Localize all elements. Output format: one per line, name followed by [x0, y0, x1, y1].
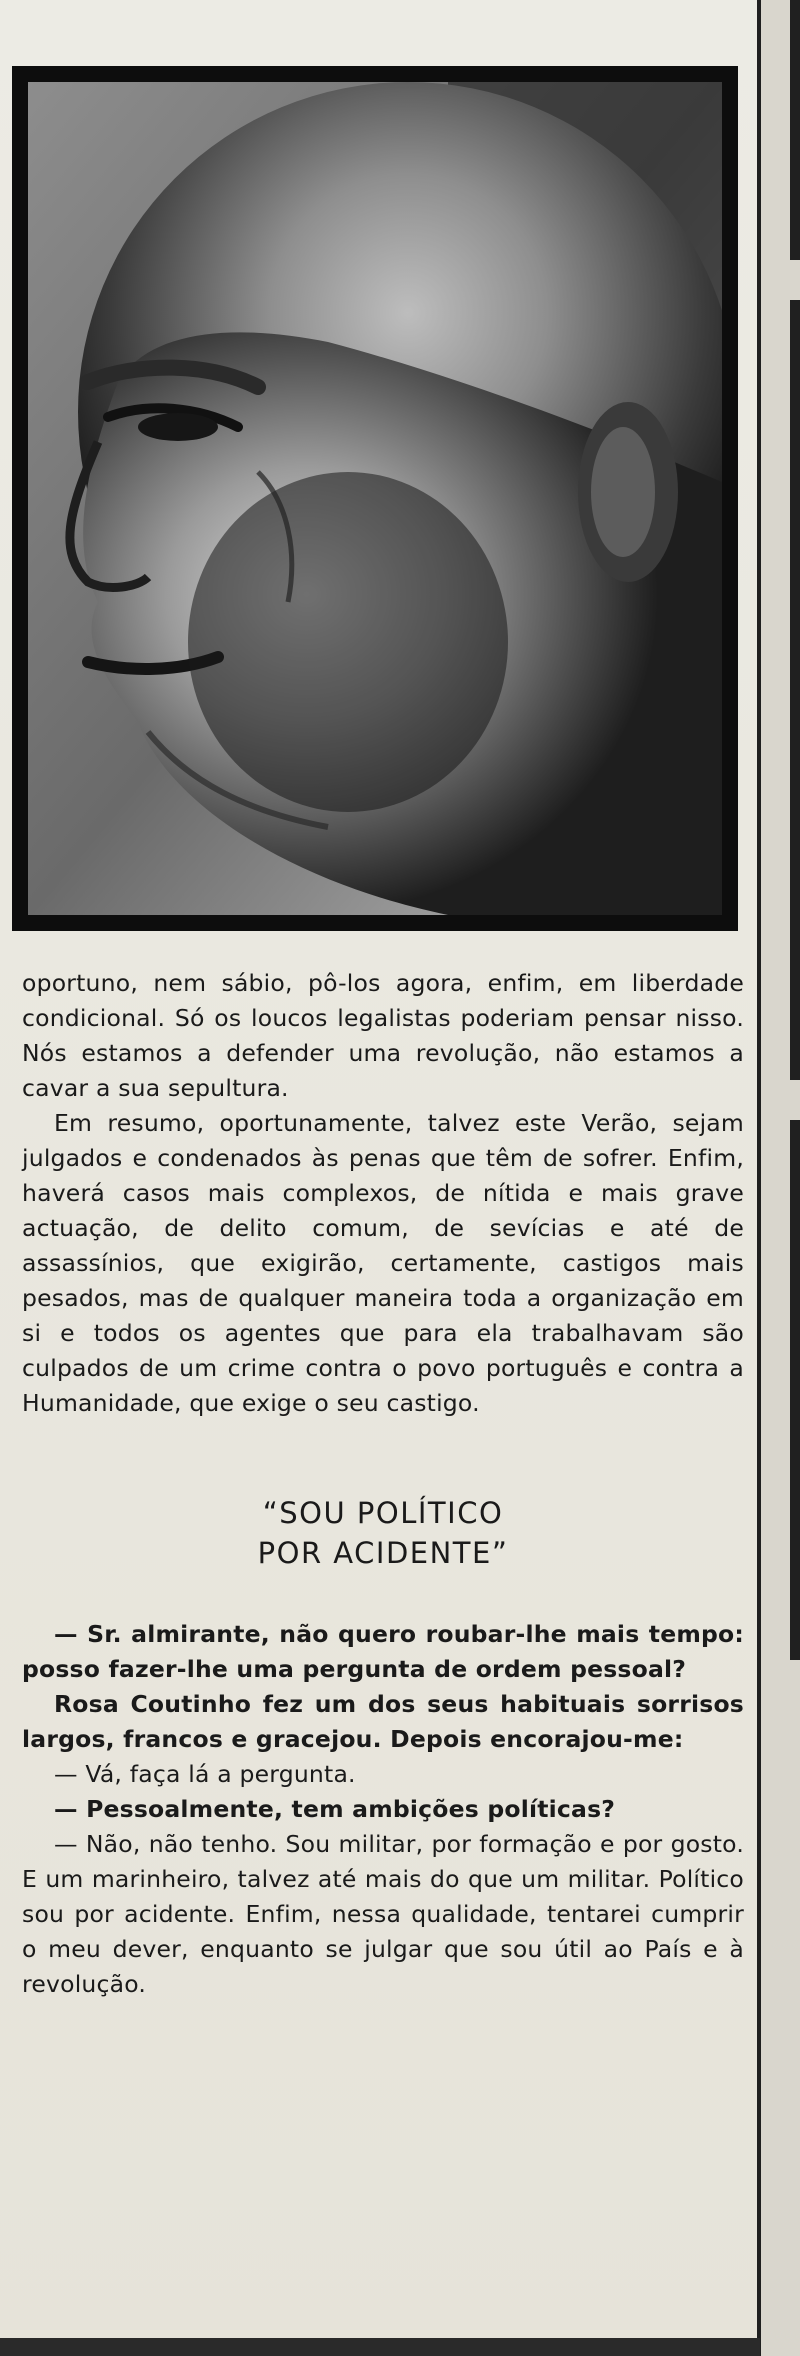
section-heading — [22, 1493, 744, 1573]
adjacent-page-mark — [790, 300, 800, 1080]
adjacent-page-mark — [790, 1120, 800, 1660]
interview-answer: — Vá, faça lá a pergunta. — [54, 1760, 356, 1788]
interview-answer: — Não, não tenho. Sou militar, por formação e por gosto. E um marinheiro, talvez até mais do que um militar. Político sou por acidente. Enfim, nessa qualidade, tentarei cumprir o meu dever, enquanto se julgar que sou útil ao País e à revolução. — [22, 1830, 744, 1998]
paragraph: oportuno, nem sábio, pô-los agora, enfim, em liberdade condicional. Só os loucos legalistas poderiam pensar nisso. Nós estamos a defender uma revolução, não estamos a cavar a sua sepultura. — [22, 969, 744, 1102]
section-heading-line: “SOU POLÍTICO — [262, 1496, 504, 1530]
section-heading-line: POR ACIDENTE” — [257, 1536, 509, 1570]
portrait-illustration — [28, 82, 722, 915]
portrait-photo — [28, 82, 722, 915]
paragraph: Rosa Coutinho fez um dos seus habituais sorrisos largos, francos e gracejou. Depois encorajou-me: — [22, 1690, 744, 1753]
interview-question: — Sr. almirante, não quero roubar-lhe mais tempo: posso fazer-lhe uma pergunta de ordem pessoal? — [22, 1620, 744, 1683]
interview-question: — Pessoalmente, tem ambições políticas? — [54, 1795, 616, 1823]
article-body — [22, 966, 744, 2002]
page-bottom-edge — [0, 2338, 760, 2356]
paragraph: Em resumo, oportunamente, talvez este Verão, sejam julgados e condenados às penas que têm de sofrer. Enfim, haverá casos mais complexos, de nítida e mais grave actuação, de delito comum, de sevícias e até de assassínios, que exigirão, certamente, castigos mais pesados, mas de qualquer maneira toda a organização em si e todos os agentes que para ela trabalhavam são culpados de um crime contra o povo português e contra a Humanidade, que exige o seu castigo. — [22, 1109, 744, 1417]
adjacent-page-mark — [790, 0, 800, 260]
photo-frame — [12, 66, 738, 931]
